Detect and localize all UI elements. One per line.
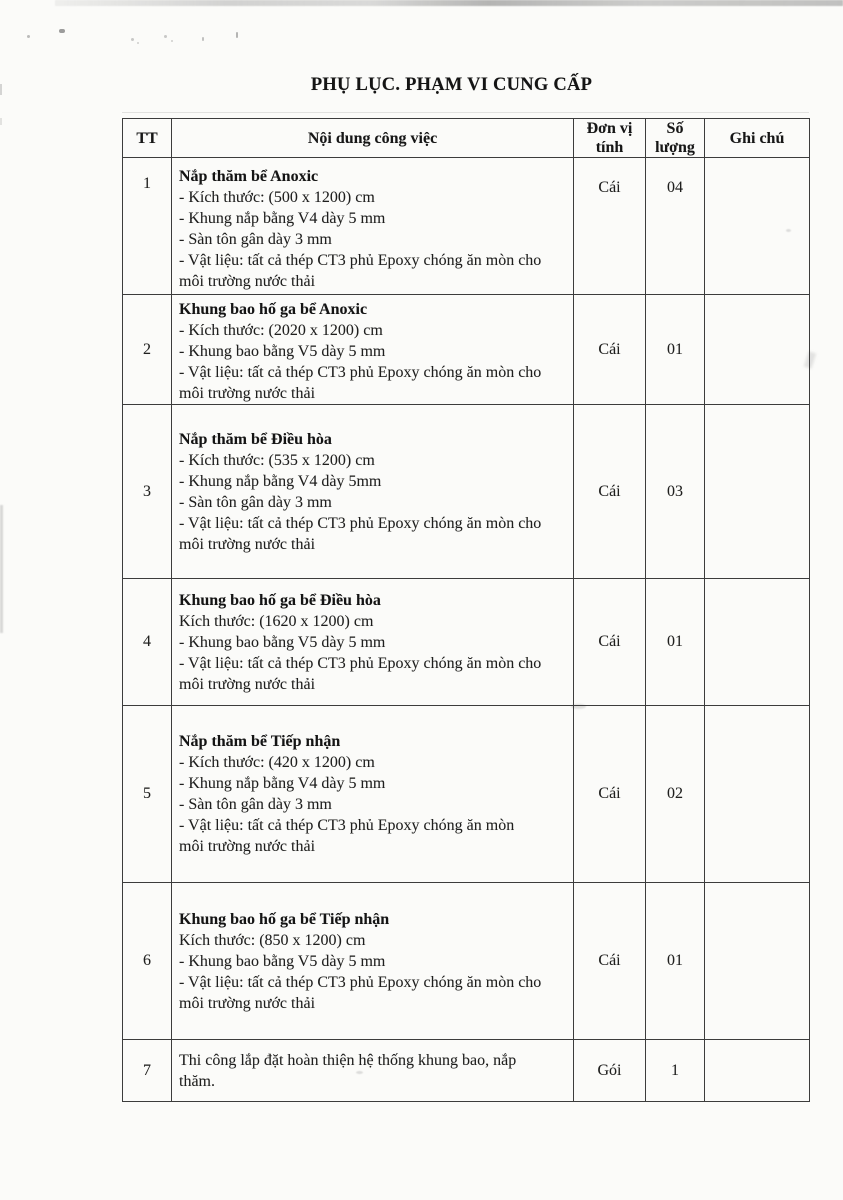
scan-speck [171, 40, 173, 42]
row-number-cell: 7 [123, 1040, 172, 1102]
scan-edge-streak [0, 505, 3, 633]
scan-echo-line [122, 112, 809, 113]
unit-cell: Cái [574, 158, 646, 295]
table-row [123, 405, 810, 579]
unit-cell: Cái [574, 295, 646, 405]
item-line: môi trường nước thải [179, 675, 316, 693]
item-line: - Sàn tôn gân dày 3 mm [179, 493, 332, 511]
row-content-cell [172, 883, 574, 1040]
row-content [172, 909, 573, 1014]
scan-speck [59, 29, 65, 33]
item-line: Thi công lắp đặt hoàn thiện hệ thống khung bao, nắp [179, 1051, 517, 1069]
item-line: môi trường nước thải [179, 994, 316, 1012]
note-cell [705, 405, 810, 579]
table-body [123, 158, 810, 1102]
item-line: môi trường nước thải [179, 838, 316, 855]
scan-speck [202, 37, 204, 41]
unit-cell: Cái [574, 579, 646, 706]
row-content [172, 590, 573, 695]
note-cell [705, 295, 810, 405]
item-line: môi trường nước thải [179, 535, 316, 553]
note-cell [705, 883, 810, 1040]
item-line: - Vật liệu: tất cả thép CT3 phủ Epoxy chóng ăn mòn cho [179, 514, 542, 532]
item-line: - Vật liệu: tất cả thép CT3 phủ Epoxy chóng ăn mòn cho [179, 252, 542, 269]
item-line: - Kích thước: (500 x 1200) cm [179, 189, 375, 206]
item-line: - Vật liệu: tất cả thép CT3 phủ Epoxy chóng ăn mòn [179, 817, 515, 834]
item-line: môi trường nước thải [179, 385, 316, 402]
scan-streak-top [55, 0, 843, 6]
row-content [172, 731, 573, 857]
unit-cell: Cái [574, 883, 646, 1040]
row-content-cell [172, 158, 574, 295]
qty-cell: 02 [646, 706, 705, 883]
row-content [172, 299, 573, 404]
qty-cell: 01 [646, 295, 705, 405]
item-title: Khung bao hố ga bể Điều hòa [179, 591, 381, 609]
unit-cell: Cái [574, 405, 646, 579]
item-title: Nắp thăm bể Điều hòa [179, 430, 332, 448]
col-header-content: Nội dung công việc [172, 119, 574, 158]
qty-cell: 01 [646, 579, 705, 706]
item-line: - Sàn tôn gân dày 3 mm [179, 796, 332, 813]
item-title: Nắp thăm bể Anoxic [179, 168, 319, 185]
row-content-cell [172, 579, 574, 706]
row-content-cell [172, 1040, 574, 1102]
item-line: Kích thước: (1620 x 1200) cm [179, 612, 374, 630]
row-number-cell: 4 [123, 579, 172, 706]
scan-speck [27, 35, 30, 38]
col-header-qty: Số lượng [646, 119, 705, 158]
note-cell [705, 158, 810, 295]
table-row [123, 579, 810, 706]
row-content-cell [172, 295, 574, 405]
item-line: - Kích thước: (2020 x 1200) cm [179, 322, 383, 339]
item-line: - Khung nắp bằng V4 dày 5 mm [179, 775, 386, 792]
table-row [123, 1040, 810, 1102]
item-line: - Vật liệu: tất cả thép CT3 phủ Epoxy chóng ăn mòn cho [179, 654, 542, 672]
unit-cell: Gói [574, 1040, 646, 1102]
qty-cell: 03 [646, 405, 705, 579]
row-content-cell [172, 706, 574, 883]
unit-cell: Cái [574, 706, 646, 883]
item-line: - Khung bao bằng V5 dày 5 mm [179, 952, 386, 970]
qty-cell: 1 [646, 1040, 705, 1102]
scan-speck [131, 38, 134, 41]
item-title: Khung bao hố ga bể Tiếp nhận [179, 910, 390, 928]
row-content [172, 166, 573, 292]
scan-speck [164, 35, 167, 38]
note-cell [705, 1040, 810, 1102]
item-line: Kích thước: (850 x 1200) cm [179, 931, 366, 949]
item-line: - Khung nắp bằng V4 dày 5mm [179, 472, 382, 490]
item-line: môi trường nước thải [179, 273, 316, 290]
table-row [123, 883, 810, 1040]
scope-table [122, 118, 810, 1102]
table-row [123, 158, 810, 295]
item-line: - Khung nắp bằng V4 dày 5 mm [179, 210, 386, 227]
row-number-cell: 1 [123, 158, 172, 295]
row-number-cell: 2 [123, 295, 172, 405]
item-line: - Kích thước: (420 x 1200) cm [179, 754, 375, 771]
scan-speck [236, 32, 238, 38]
col-header-note: Ghi chú [705, 119, 810, 158]
row-content [172, 1050, 573, 1092]
item-title: Khung bao hố ga bể Anoxic [179, 301, 368, 318]
row-number-cell: 6 [123, 883, 172, 1040]
header-row [123, 119, 810, 158]
item-line: - Khung bao bằng V5 dày 5 mm [179, 343, 386, 360]
scan-edge-mark [0, 118, 2, 125]
col-header-unit: Đơn vị tính [574, 119, 646, 158]
scan-speck [137, 42, 139, 44]
item-line: - Vật liệu: tất cả thép CT3 phủ Epoxy chóng ăn mòn cho [179, 973, 542, 991]
qty-cell: 01 [646, 883, 705, 1040]
table-row [123, 706, 810, 883]
col-header-tt: TT [123, 119, 172, 158]
row-number-cell: 3 [123, 405, 172, 579]
item-line: thăm. [179, 1072, 215, 1090]
page-title: PHỤ LỤC. PHẠM VI CUNG CẤP [310, 75, 593, 95]
qty-cell: 04 [646, 158, 705, 295]
item-line: - Kích thước: (535 x 1200) cm [179, 451, 375, 469]
item-line: - Khung bao bằng V5 dày 5 mm [179, 633, 386, 651]
row-content-cell [172, 405, 574, 579]
note-cell [705, 579, 810, 706]
row-content [172, 429, 573, 555]
note-cell [705, 706, 810, 883]
row-number-cell: 5 [123, 706, 172, 883]
table-row [123, 295, 810, 405]
item-line: - Vật liệu: tất cả thép CT3 phủ Epoxy chóng ăn mòn cho [179, 364, 542, 381]
item-title: Nắp thăm bể Tiếp nhận [179, 733, 341, 750]
item-line: - Sàn tôn gân dày 3 mm [179, 231, 332, 248]
scan-edge-mark [0, 84, 2, 95]
